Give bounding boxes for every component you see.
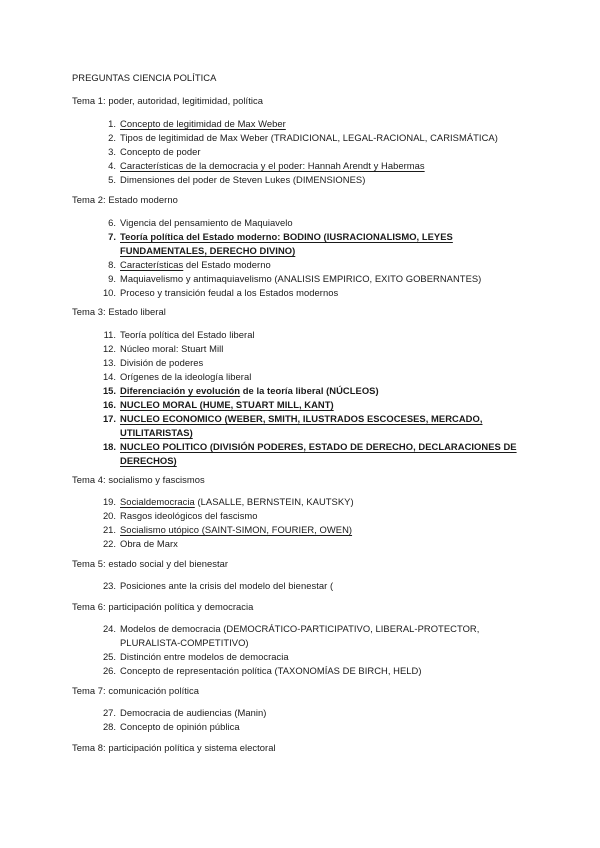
question-item — [90, 286, 530, 300]
question-item — [90, 664, 530, 678]
question-item — [90, 145, 530, 159]
question-number: 1. — [108, 118, 116, 129]
question-number: 6. — [108, 217, 116, 228]
tema-heading: Tema 7: comunicación política — [72, 685, 200, 696]
question-number: 2. — [108, 132, 116, 143]
question-text: Concepto de representación política (TAXONOMÍAS DE BIRCH, HELD) — [120, 665, 422, 676]
question-text-underlined: NUCLEO POLITICO (DIVISIÓN PODERES, ESTADO DE DERECHO, DECLARACIONES DE DERECHOS) — [120, 441, 517, 466]
question-text: de la teoría liberal (NÚCLEOS) — [240, 385, 379, 396]
question-item — [90, 342, 530, 356]
question-item — [90, 384, 530, 398]
question-item — [90, 706, 530, 720]
question-text-underlined: Diferenciación y evolución — [120, 385, 241, 396]
question-number: 15. — [102, 385, 116, 396]
question-item — [90, 537, 530, 551]
question-text: (LASALLE, BERNSTEIN, KAUTSKY) — [194, 496, 354, 507]
question-text-underlined: Socialdemocracia — [120, 496, 195, 507]
question-text-underlined: Teoría política del Estado moderno: BODINO (IUSRACIONALISMO, LEYES FUNDAMENTALES, DERECHO DIVINO) — [120, 231, 453, 256]
tema-heading: Tema 4: socialismo y fascismos — [72, 474, 205, 485]
question-text: Orígenes de la ideología liberal — [120, 371, 252, 382]
question-item — [90, 216, 530, 230]
question-number: 20. — [102, 510, 116, 521]
question-number: 17. — [102, 413, 116, 424]
question-number: 25. — [102, 651, 116, 662]
question-text: División de poderes — [120, 357, 204, 368]
question-number: 8. — [108, 259, 116, 270]
tema-heading: Tema 6: participación política y democracia — [72, 601, 254, 612]
question-item — [90, 230, 530, 257]
question-item — [90, 495, 530, 509]
question-number: 14. — [102, 371, 116, 382]
question-number: 27. — [102, 707, 116, 718]
question-text: Concepto de opinión pública — [120, 721, 240, 732]
question-number: 9. — [108, 273, 116, 284]
tema-heading: Tema 2: Estado moderno — [72, 194, 178, 205]
question-item — [90, 720, 530, 734]
question-number: 23. — [102, 580, 116, 591]
question-text: Teoría política del Estado liberal — [120, 329, 255, 340]
question-text: del Estado moderno — [183, 259, 271, 270]
question-text-underlined: Socialismo utópico (SAINT-SIMON, FOURIER, OWEN) — [120, 524, 353, 535]
question-text: Vigencia del pensamiento de Maquiavelo — [120, 217, 293, 228]
question-number: 10. — [102, 287, 116, 298]
question-number: 3. — [108, 146, 116, 157]
question-item — [90, 356, 530, 370]
question-item — [90, 412, 530, 439]
question-number: 4. — [108, 160, 116, 171]
question-text-underlined: NUCLEO ECONOMICO (WEBER, SMITH, ILUSTRADOS ESCOCESES, MERCADO, UTILITARISTAS) — [120, 413, 483, 438]
question-text-underlined: Características — [120, 259, 184, 270]
question-item — [90, 173, 530, 187]
question-number: 12. — [102, 343, 116, 354]
question-number: 22. — [102, 538, 116, 549]
question-item — [90, 272, 530, 286]
question-item — [90, 131, 530, 145]
question-text-underlined: NUCLEO MORAL (HUME, STUART MILL, KANT) — [120, 399, 334, 410]
question-item — [90, 117, 530, 131]
question-text: Concepto de poder — [120, 146, 201, 157]
question-item — [90, 523, 530, 537]
question-text: Distinción entre modelos de democracia — [120, 651, 289, 662]
question-number: 19. — [102, 496, 116, 507]
question-number: 5. — [108, 174, 116, 185]
question-text: Posiciones ante la crisis del modelo del bienestar ( — [120, 580, 334, 591]
question-number: 21. — [102, 524, 116, 535]
tema-heading: Tema 1: poder, autoridad, legitimidad, política — [72, 95, 264, 106]
question-text: Maquiavelismo y antimaquiavelismo (ANALISIS EMPIRICO, EXITO GOBERNANTES) — [120, 273, 482, 284]
tema-heading: Tema 3: Estado liberal — [72, 306, 166, 317]
question-text: Democracia de audiencias (Manin) — [120, 707, 267, 718]
question-number: 13. — [102, 357, 116, 368]
question-number: 16. — [102, 399, 116, 410]
question-item — [90, 579, 530, 593]
question-item — [90, 398, 530, 412]
question-text: Dimensiones del poder de Steven Lukes (DIMENSIONES) — [120, 174, 366, 185]
question-text: Obra de Marx — [120, 538, 178, 549]
question-number: 11. — [103, 329, 116, 340]
tema-heading: Tema 5: estado social y del bienestar — [72, 558, 229, 569]
tema-heading: Tema 8: participación política y sistema electoral — [72, 742, 276, 753]
question-number: 28. — [102, 721, 116, 732]
question-text: Tipos de legitimidad de Max Weber (TRADICIONAL, LEGAL-RACIONAL, CARISMÁTICA) — [120, 132, 498, 143]
question-number: 26. — [102, 665, 116, 676]
question-item — [90, 328, 530, 342]
question-item — [90, 370, 530, 384]
question-text: Rasgos ideológicos del fascismo — [120, 510, 258, 521]
question-item — [90, 622, 530, 649]
document-title: PREGUNTAS CIENCIA POLÍTICA — [72, 72, 217, 83]
question-text-underlined: Concepto de legitimidad de Max Weber — [120, 118, 286, 129]
question-item — [90, 159, 530, 173]
question-number: 7. — [108, 231, 116, 242]
question-text-underlined: Características de la democracia y el poder: Hannah Arendt y Habermas — [120, 160, 425, 171]
question-item — [90, 258, 530, 272]
question-item — [90, 650, 530, 664]
question-text: Núcleo moral: Stuart Mill — [120, 343, 224, 354]
question-item — [90, 440, 530, 467]
question-item — [90, 509, 530, 523]
question-text: Modelos de democracia (DEMOCRÁTICO-PARTICIPATIVO, LIBERAL-PROTECTOR, PLURALISTA-COMPETITIVO) — [120, 623, 480, 648]
question-number: 24. — [102, 623, 116, 634]
question-text: Proceso y transición feudal a los Estados modernos — [120, 287, 339, 298]
question-number: 18. — [102, 441, 116, 452]
